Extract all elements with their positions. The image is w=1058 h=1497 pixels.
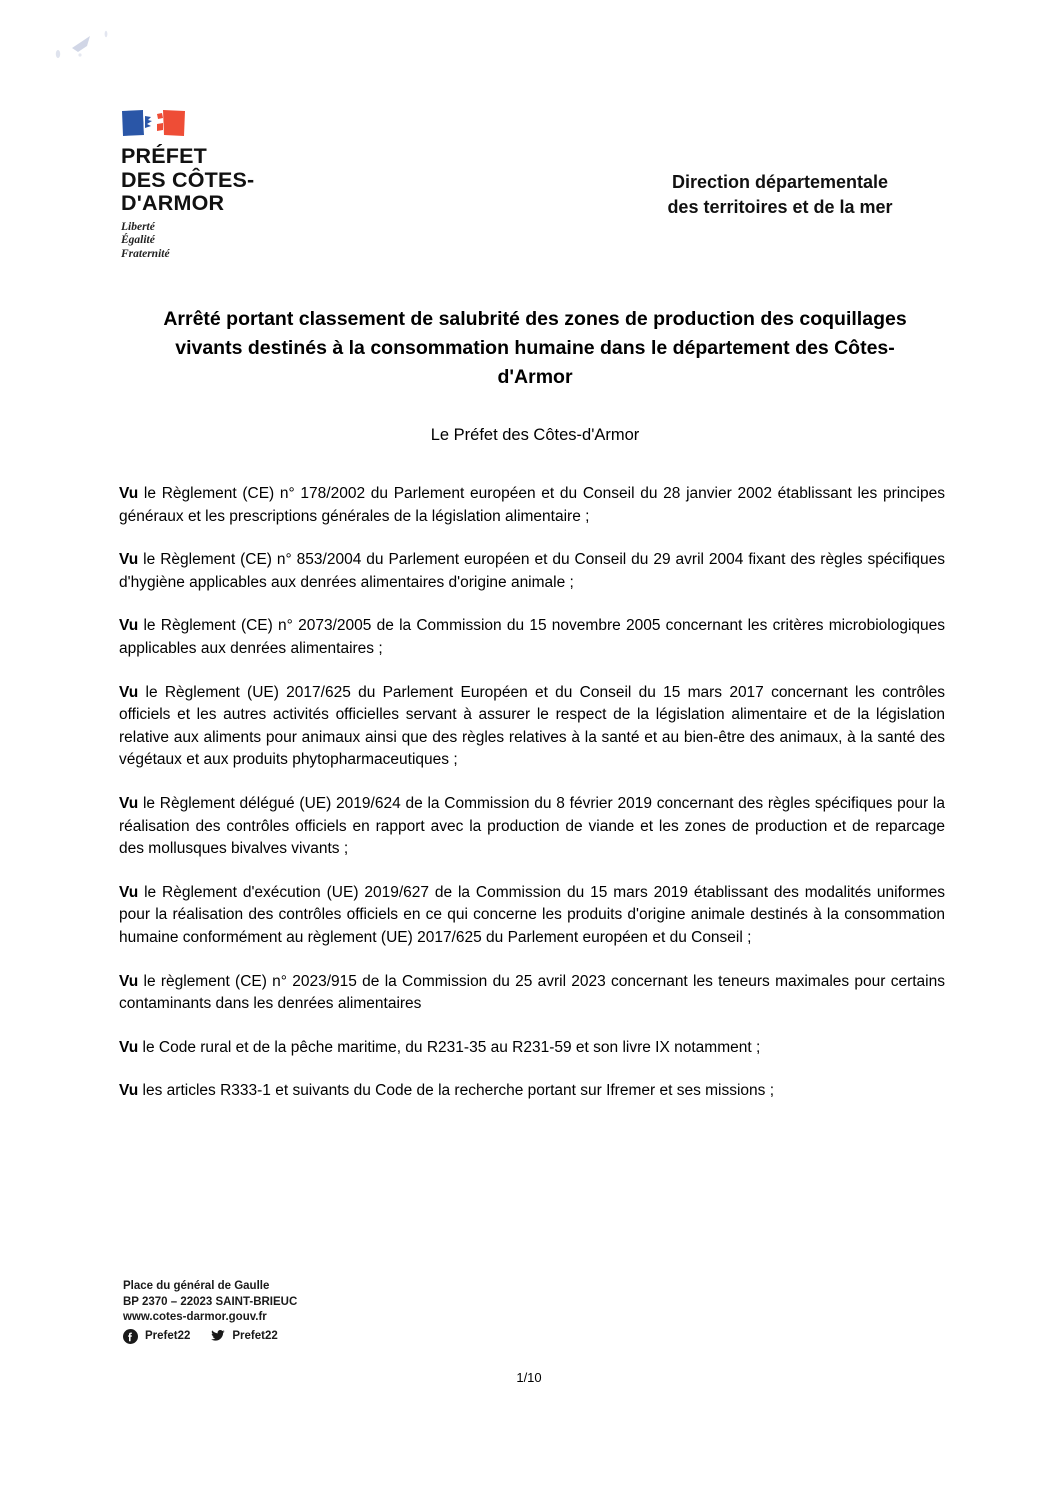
clause-lead: Vu xyxy=(119,683,139,701)
scan-artifact-smudge xyxy=(38,22,128,70)
twitter-handle[interactable]: Prefet22 xyxy=(232,1329,278,1342)
clause-text: le Règlement (UE) 2017/625 du Parlement Européen et du Conseil du 15 mars 2017 concernant les contrôles officiels et les autres activités officielles servant à assurer le respect de la législation alimentaire et de la législation relative aux aliments pour animaux ainsi que des règles relatives à la santé et au bien-être des animaux, à la santé des végétaux et aux produits phytopharmaceutiques ; xyxy=(119,683,945,769)
prefecture-name-line-1: PRÉFET xyxy=(121,144,208,168)
motto-liberte: Liberté xyxy=(121,220,155,233)
clause-item xyxy=(119,882,945,950)
facebook-icon[interactable] xyxy=(123,1329,138,1344)
clause-item xyxy=(119,483,945,528)
page-header xyxy=(0,108,1058,278)
service-name-line-1: Direction départementale xyxy=(671,172,889,192)
facebook-handle[interactable]: Prefet22 xyxy=(145,1329,191,1342)
twitter-icon[interactable] xyxy=(210,1329,225,1344)
service-name xyxy=(560,170,1000,220)
clause-text: le Règlement (CE) n° 178/2002 du Parlement européen et du Conseil du 28 janvier 2002 établissant les principes généraux et les prescriptions générales de la législation alimentaire ; xyxy=(119,485,945,525)
document-body xyxy=(119,483,945,1103)
clause-lead: Vu xyxy=(119,883,139,901)
document-subtitle: Le Préfet des Côtes-d'Armor xyxy=(430,426,640,444)
service-name-line-2: des territoires et de la mer xyxy=(667,197,893,217)
prefecture-name-line-3: D'ARMOR xyxy=(121,191,225,215)
clause-text: les articles R333-1 et suivants du Code de la recherche portant sur Ifremer et ses missions ; xyxy=(138,1082,775,1100)
clause-lead: Vu xyxy=(119,794,139,812)
clause-item xyxy=(119,682,945,772)
clause-item xyxy=(119,615,945,660)
footer-address-line-1: Place du général de Gaulle xyxy=(123,1280,270,1292)
republic-motto xyxy=(121,221,421,262)
document-title: Arrêté portant classement de salubrité des zones de production des coquillages vivants destinés à la consommation humaine dans le département des Côtes-d'Armor xyxy=(163,308,907,388)
footer-address-line-2: BP 2370 – 22023 SAINT-BRIEUC xyxy=(123,1295,298,1308)
footer-website[interactable]: www.cotes-darmor.gouv.fr xyxy=(123,1311,267,1324)
motto-fraternite: Fraternité xyxy=(121,247,170,260)
clause-text: le règlement (CE) n° 2023/915 de la Commission du 25 avril 2023 concernant les teneurs maximales pour certains contaminants dans les denrées alimentaires xyxy=(119,972,945,1013)
clause-lead: Vu xyxy=(119,1038,139,1056)
page-footer xyxy=(123,1279,643,1344)
clause-lead: Vu xyxy=(119,485,139,502)
clause-text: le Règlement (CE) n° 2073/2005 de la Commission du 15 novembre 2005 concernant les critères microbiologiques applicables aux denrées alimentaires ; xyxy=(119,617,945,657)
prefecture-name-line-2: DES CÔTES- xyxy=(121,167,255,192)
prefecture-brand-block xyxy=(121,108,421,261)
marianne-french-flag-logo xyxy=(121,108,187,138)
clause-item xyxy=(119,1037,945,1060)
clause-item xyxy=(119,549,945,594)
prefecture-name xyxy=(121,145,421,216)
clause-item xyxy=(119,793,945,861)
clause-lead: Vu xyxy=(119,551,139,569)
clause-text: le Règlement (CE) n° 853/2004 du Parlement européen et du Conseil du 29 avril 2004 fixant des règles spécifiques d'hygiène applicables aux denrées alimentaires d'origine animale ; xyxy=(119,551,945,591)
clause-text: le Code rural et de la pêche maritime, du R231-35 au R231-59 et son livre IX notamment ; xyxy=(138,1038,761,1056)
footer-social-links xyxy=(123,1329,643,1345)
clause-lead: Vu xyxy=(119,617,139,635)
clause-text: le Règlement d'exécution (UE) 2019/627 de la Commission du 15 mars 2019 établissant des modalités uniformes pour la réalisation des contrôles officiels en ce qui concerne les produits d'origine animale destinés à la consommation humaine conformément au règlement (UE) 2017/625 du Parlement européen et du Conseil ; xyxy=(119,883,945,946)
clause-text: le Règlement délégué (UE) 2019/624 de la Commission du 8 février 2019 concernant des règles spécifiques pour la réalisation des contrôles officiels en rapport avec la production de viande et les zones de production et de reparcage des mollusques bivalves vivants ; xyxy=(119,794,945,858)
clause-item xyxy=(119,1080,945,1103)
clause-item xyxy=(119,971,945,1016)
motto-egalite: Égalité xyxy=(121,234,155,246)
clause-lead: Vu xyxy=(119,972,139,990)
page-number: 1/10 xyxy=(516,1370,542,1385)
clause-lead: Vu xyxy=(119,1082,139,1100)
